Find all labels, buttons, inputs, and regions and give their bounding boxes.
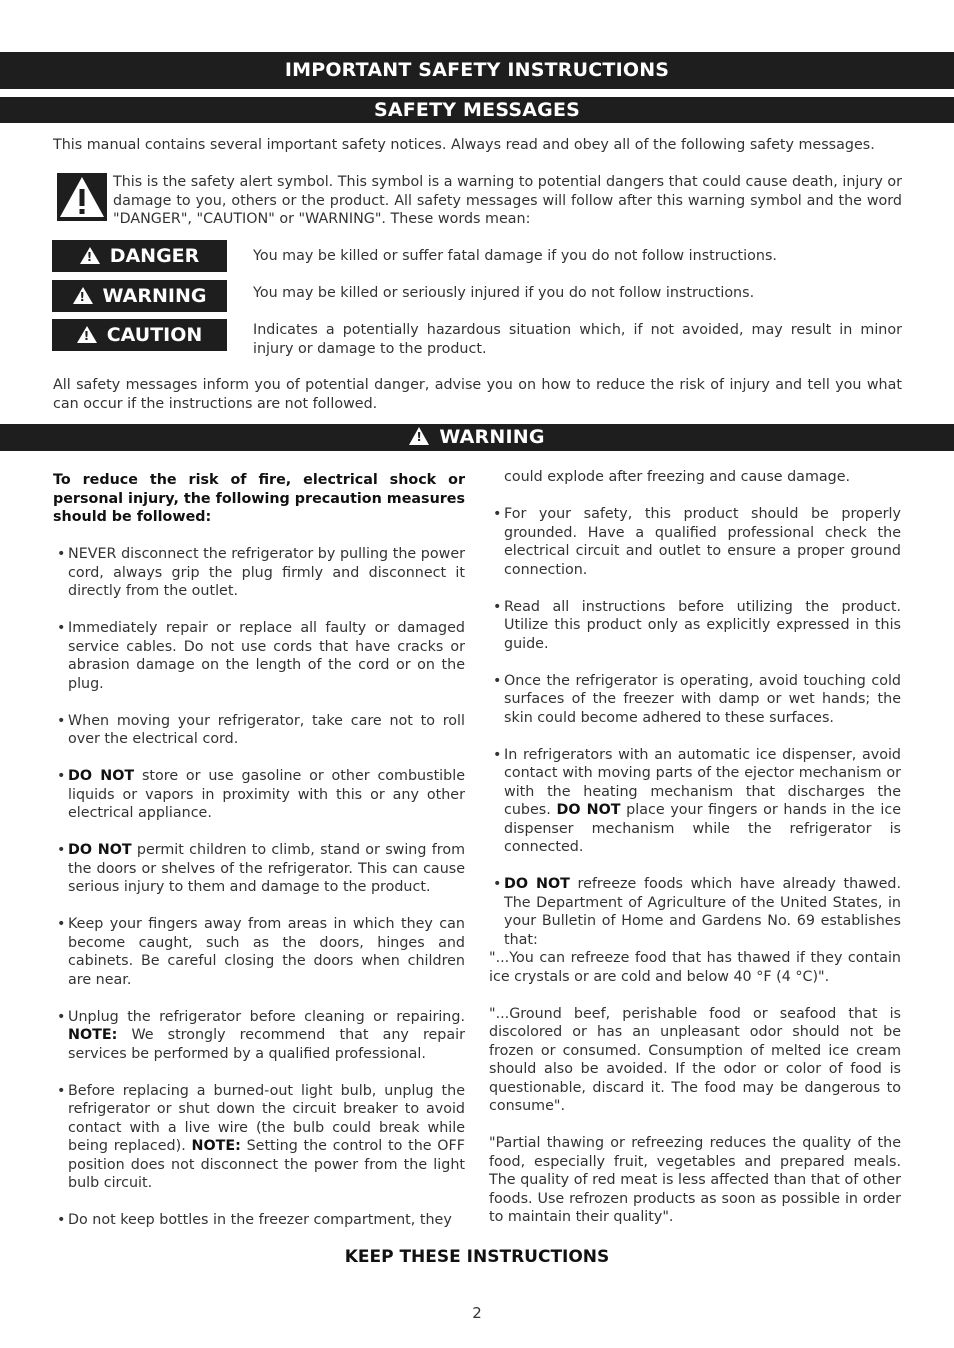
warning-section-bar [0,424,954,451]
list-item: • NEVER disconnect the refrigerator by pulling the power cord, always grip the plug firmly and disconnect it directly from the outlet. [53,545,465,601]
emphasis: DO NOT [68,842,132,858]
item-text: Setting the control to the OFF position does not disconnect the power from the light bulb circuit. [68,1138,465,1191]
quote: "...You can refreeze food that has thawed if they contain ice crystals or are cold and below 40 °F (4 °C)". [489,950,901,985]
list-item: • Do not keep bottles in the freezer compartment, they [53,1211,465,1230]
caution-label: CAUTION [106,324,203,346]
warning-label: WARNING [102,285,207,307]
left-column [53,471,465,1248]
item-text: We strongly recommend that any repair services be performed by a qualified professional. [68,1027,465,1062]
alert-symbol-description: This is the safety alert symbol. This symbol is a warning to potential dangers that could cause death, injury or damage to you, others or the product. All safety messages will follow after this warning symbol and the word "DANGER", "CAUTION" or "WARNING". These words mean: [113,174,902,227]
note-label: NOTE: [191,1138,241,1154]
item-text: place your fingers or hands in the ice dispenser mechanism while the refrigerator is connected. [504,802,902,855]
item-text: store or use gasoline or other combustible liquids or vapors in proximity with this or any other electrical appliance. [68,768,465,821]
danger-meaning: You may be killed or suffer fatal damage if you do not follow instructions. [253,248,777,264]
list-item [53,841,465,897]
main-title: IMPORTANT SAFETY INSTRUCTIONS [284,59,670,81]
danger-badge [52,240,227,272]
list-item: • Once the refrigerator is operating, avoid touching cold surfaces of the freezer with damp or wet hands; the skin could become adhered to these surfaces. [489,672,901,728]
note-label: NOTE: [68,1027,118,1043]
quote: "Partial thawing or refreezing reduces the quality of the food, especially fruit, vegetables and prepared meals. The quality of red meat is less affected than that of other foods. Use refrozen products as soon as possible in order to maintain their quality". [489,1135,901,1225]
list-item: • For your safety, this product should be properly grounded. Have a qualified professional check the electrical circuit and outlet to ensure a proper ground connection. [489,505,901,579]
warning-triangle-icon [73,287,93,304]
item-text: refreeze foods which have already thawed. The Department of Agriculture of the United States, in your Bulletin of Home and Gardens No. 69 establishes that: [504,876,901,948]
section-title-bar [0,97,954,123]
warning-meaning: You may be killed or seriously injured if you do not follow instructions. [253,285,755,301]
summary-paragraph: All safety messages inform you of potential danger, advise you on how to reduce the risk of injury and tell you what can occur if the instructions are not followed. [53,377,902,412]
list-item [53,1008,465,1064]
list-item [53,1082,465,1193]
list-item [489,875,901,949]
intro-paragraph: This manual contains several important safety notices. Always read and obey all of the following safety messages. [53,137,875,153]
list-item: • When moving your refrigerator, take care not to roll over the electrical cord. [53,712,465,749]
list-item-continued: could explode after freezing and cause damage. [504,469,851,485]
page-number: 2 [472,1304,482,1322]
item-text: permit children to climb, stand or swing from the doors or shelves of the refrigerator. This can cause serious injury to them and damage to the product. [68,842,465,895]
list-item [53,767,465,823]
list-item: • Keep your fingers away from areas in which they can become caught, such as the doors, hinges and cabinets. Be careful closing the doors when children are near. [53,915,465,989]
quote: "...Ground beef, perishable food or seafood that is discolored or has an unpleasant odor should not be frozen or consumed. Consumption of melted ice cream should also be avoided. If the odor or color of food is questionable, discard it. The food may be dangerous to consume". [489,1005,901,1114]
emphasis: DO NOT [556,802,621,818]
item-text: Unplug the refrigerator before cleaning or repairing. [68,1008,465,1025]
right-column [489,468,901,1245]
main-title-bar [0,52,954,89]
warning-triangle-icon [409,427,429,445]
warning-lead: To reduce the risk of fire, electrical shock or personal injury, the following precaution measures should be followed: [53,472,465,525]
list-item [489,746,901,857]
list-item: • Read all instructions before utilizing the product. Utilize this product only as explicitly expressed in this guide. [489,598,901,654]
item-text: Before replacing a burned-out light bulb, unplug the refrigerator or shut down the circuit breaker to avoid contact with a live wire (the bulb could break while being replaced). [68,1082,465,1154]
list-item: • Immediately repair or replace all faulty or damaged service cables. Do not use cords that have cracks or abrasion damage on the length of the cord or on the plug. [53,619,465,693]
danger-label: DANGER [109,245,200,267]
keep-instructions-heading: KEEP THESE INSTRUCTIONS [344,1247,610,1267]
warning-triangle-icon [77,326,97,343]
caution-badge [52,319,227,351]
emphasis: DO NOT [504,876,570,892]
warning-badge [52,280,227,312]
caution-meaning: Indicates a potentially hazardous situation which, if not avoided, may result in minor injury or damage to the product. [253,322,902,357]
emphasis: DO NOT [68,768,135,784]
item-text: In refrigerators with an automatic ice dispenser, avoid contact with moving parts of the ejector mechanism or with the heating mechanism that discharges the cubes. [504,746,901,818]
safety-alert-icon [57,173,107,221]
warning-section-title: WARNING [439,426,545,448]
section-title: SAFETY MESSAGES [373,99,581,121]
warning-triangle-icon [80,247,100,264]
